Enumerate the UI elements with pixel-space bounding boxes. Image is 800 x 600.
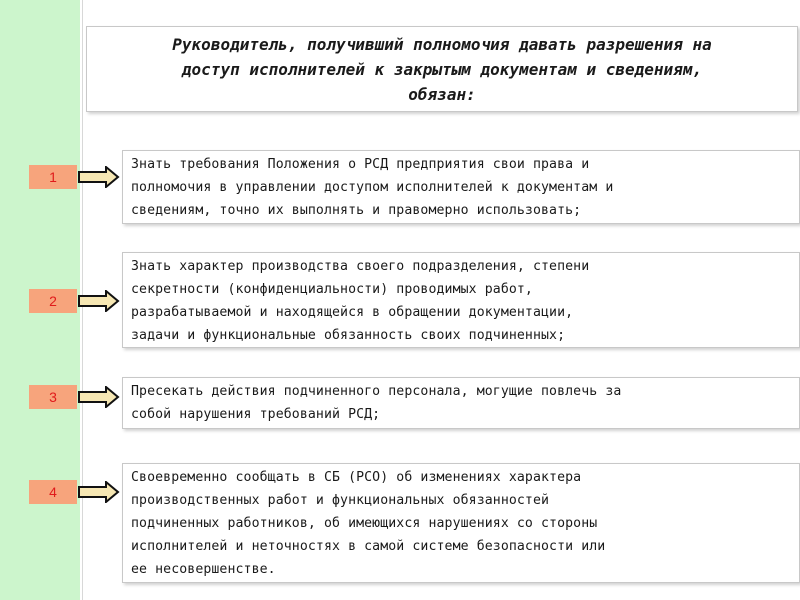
title-line-1: Руководитель, получивший полномочия давать разрешения на [172,34,712,54]
right-arrow-icon [78,386,120,408]
item-1-line-3: сведениям, точно их выполнять и правомерно использовать; [131,203,582,218]
item-number-badge-4: 4 [29,480,77,504]
item-2-line-3: разрабатываемой и находящейся в обращении документации, [131,305,574,320]
item-4-line-2: производственных работ и функциональных обязанностей [131,493,550,508]
item-text-4 [131,466,793,581]
right-arrow-icon [78,481,120,503]
item-2-line-1: Знать характер производства своего подразделения, степени [131,259,590,274]
item-2-line-2: секретности (конфиденциальности) проводимых работ, [131,282,533,297]
right-arrow-icon [78,166,120,188]
item-2-line-4: задачи и функциональные обязанность своих подчиненных; [131,328,566,343]
item-text-3 [131,380,793,426]
item-1-line-2: полномочия в управлении доступом исполнителей к документам и [131,180,614,195]
item-3-line-2: собой нарушения требований РСД; [131,407,381,422]
item-4-line-4: исполнителей и неточностях в самой системе безопасности или [131,539,606,554]
item-number-badge-3: 3 [29,385,77,409]
list-item-3 [122,377,800,429]
item-number-badge-2: 2 [29,289,77,313]
item-4-line-1: Своевременно сообщать в СБ (РСО) об изменениях характера [131,470,582,485]
item-text-1 [131,153,793,222]
list-item-1 [122,150,800,224]
item-1-line-1: Знать требования Положения о РСД предприятия свои права и [131,157,590,172]
list-item-4 [122,463,800,583]
item-number-badge-1: 1 [29,165,77,189]
item-4-line-3: подчиненных работников, об имеющихся нарушениях со стороны [131,516,598,531]
title-line-2: доступ исполнителей к закрытым документам и сведениям, [181,59,703,79]
list-item-2 [122,252,800,348]
right-arrow-icon [78,290,120,312]
item-4-line-5: ее несовершенстве. [131,562,276,577]
item-text-2 [131,255,793,347]
title-box [86,26,798,112]
title-line-3: обязан: [408,84,476,104]
page-title [102,32,782,107]
item-3-line-1: Пресекать действия подчиненного персонала, могущие повлечь за [131,384,622,399]
